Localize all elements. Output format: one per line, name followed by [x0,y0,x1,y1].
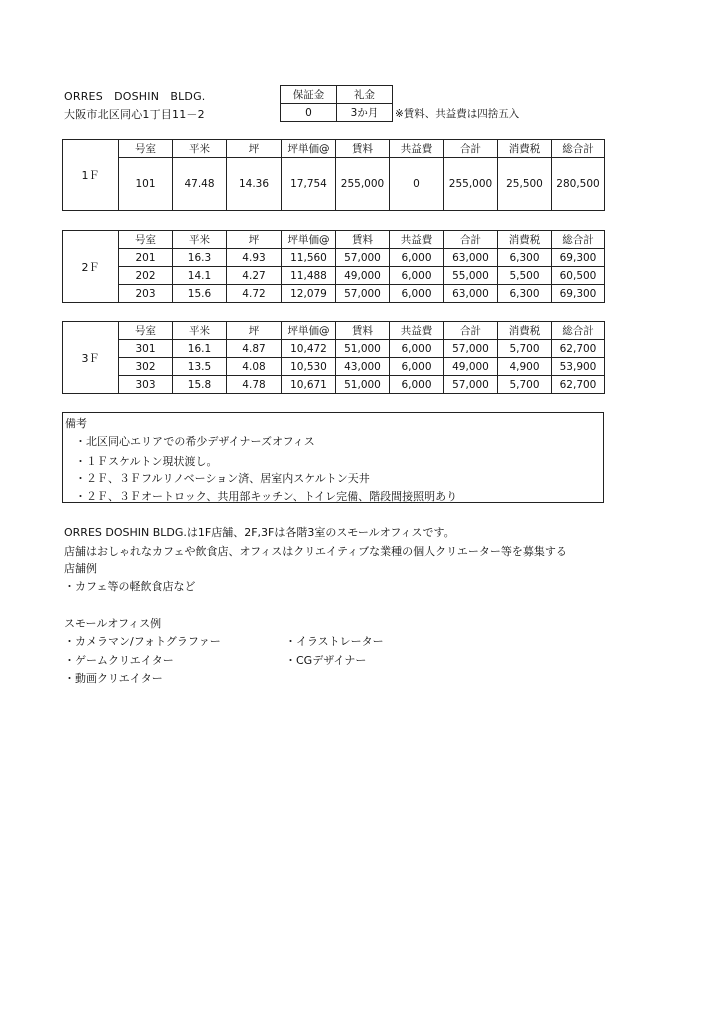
notes-title: 備考 [65,417,87,430]
cell-total: 69,300 [552,285,605,303]
col-subtotal: 合計 [444,231,498,249]
cell-rent: 57,000 [336,285,390,303]
cell-rent: 49,000 [336,267,390,285]
cell-subtotal: 57,000 [444,340,498,358]
cell-sqm: 16.1 [173,340,227,358]
col-sqm: 平米 [173,322,227,340]
col-sqm: 平米 [173,140,227,158]
cell-common-fee: 6,000 [390,358,444,376]
deposit-header: 保証金 [281,86,337,104]
description-line-1: ORRES DOSHIN BLDG.は1F店舗、2F,3Fは各階3室のスモールオフィスです。 [64,526,455,539]
description-line-2: 店舗はおしゃれなカフェや飲食店、オフィスはクリエイティブな業種の個人クリエーター等を募集する [64,545,567,558]
cell-unit-price: 10,472 [282,340,336,358]
col-tax: 消費税 [498,231,552,249]
cell-tax: 6,300 [498,249,552,267]
cell-tax: 6,300 [498,285,552,303]
cell-unit-price: 17,754 [282,158,336,211]
cell-tsubo: 4.27 [227,267,282,285]
cell-tax: 5,700 [498,340,552,358]
cell-room: 302 [119,358,173,376]
cell-room: 301 [119,340,173,358]
note-item: ・北区同心エリアでの希少デザイナーズオフィス [75,435,315,448]
col-common-fee: 共益費 [390,140,444,158]
cell-tax: 5,700 [498,376,552,394]
header-row [63,140,605,158]
col-subtotal: 合計 [444,140,498,158]
building-name: ORRES DOSHIN BLDG. [64,90,206,103]
cell-common-fee: 6,000 [390,376,444,394]
col-rent: 賃料 [336,231,390,249]
cell-rent: 255,000 [336,158,390,211]
floor-label: 2Ｆ [63,231,119,303]
shop-example-item: ・カフェ等の軽飲食店など [64,580,196,593]
cell-tsubo: 4.08 [227,358,282,376]
cell-tsubo: 4.72 [227,285,282,303]
office-example-item: ・CGデザイナー [285,654,367,667]
cell-room: 202 [119,267,173,285]
col-tsubo: 坪 [227,140,282,158]
notes-box [62,412,604,503]
cell-room: 203 [119,285,173,303]
cell-subtotal: 57,000 [444,376,498,394]
floor-1-table [62,139,605,211]
cell-tax: 5,500 [498,267,552,285]
shop-examples-title: 店舗例 [64,562,97,575]
col-total: 総合計 [552,322,605,340]
cell-room: 101 [119,158,173,211]
floor-label: 3Ｆ [63,322,119,394]
cell-room: 303 [119,376,173,394]
office-example-item: ・イラストレーター [285,635,384,648]
cell-sqm: 47.48 [173,158,227,211]
cell-tsubo: 4.78 [227,376,282,394]
office-examples-title: スモールオフィス例 [64,617,162,630]
header-row [63,322,605,340]
cell-sqm: 16.3 [173,249,227,267]
cell-common-fee: 6,000 [390,267,444,285]
note-item: ・２Ｆ、３Ｆフルリノベーション済、居室内スケルトン天井 [75,472,370,485]
col-tsubo: 坪 [227,322,282,340]
cell-unit-price: 12,079 [282,285,336,303]
cell-total: 62,700 [552,340,605,358]
col-unit-price: 坪単価@ [282,322,336,340]
table-row [63,340,605,358]
col-tax: 消費税 [498,140,552,158]
table-row [63,285,605,303]
table-row [63,158,605,211]
cell-common-fee: 0 [390,158,444,211]
cell-subtotal: 55,000 [444,267,498,285]
col-room: 号室 [119,322,173,340]
col-total: 総合計 [552,140,605,158]
col-subtotal: 合計 [444,322,498,340]
table-row [63,267,605,285]
cell-tsubo: 4.93 [227,249,282,267]
cell-total: 280,500 [552,158,605,211]
col-room: 号室 [119,231,173,249]
cell-sqm: 13.5 [173,358,227,376]
cell-sqm: 15.6 [173,285,227,303]
col-unit-price: 坪単価@ [282,140,336,158]
deposit-value: 0 [281,104,337,122]
cell-tsubo: 14.36 [227,158,282,211]
cell-common-fee: 6,000 [390,340,444,358]
col-rent: 賃料 [336,322,390,340]
key-money-header: 礼金 [337,86,393,104]
deposit-value-row [281,104,393,122]
building-address: 大阪市北区同心1丁目11－2 [64,108,205,121]
cell-total: 69,300 [552,249,605,267]
office-example-item: ・ゲームクリエイター [64,654,174,667]
cell-unit-price: 10,671 [282,376,336,394]
col-common-fee: 共益費 [390,231,444,249]
cell-room: 201 [119,249,173,267]
cell-subtotal: 49,000 [444,358,498,376]
floor-2-table [62,230,605,303]
cell-tax: 4,900 [498,358,552,376]
cell-subtotal: 63,000 [444,285,498,303]
cell-unit-price: 11,560 [282,249,336,267]
note-item: ・２Ｆ、３Ｆオートロック、共用部キッチン、トイレ完備、階段間接照明あり [75,490,458,503]
col-common-fee: 共益費 [390,322,444,340]
table-row [63,376,605,394]
cell-rent: 51,000 [336,376,390,394]
cell-rent: 43,000 [336,358,390,376]
floor-3-table [62,321,605,394]
cell-common-fee: 6,000 [390,285,444,303]
cell-unit-price: 11,488 [282,267,336,285]
office-example-item: ・動画クリエイター [64,672,163,685]
cell-subtotal: 255,000 [444,158,498,211]
deposit-header-row [281,86,393,104]
floor-label: 1Ｆ [63,140,119,211]
cell-sqm: 15.8 [173,376,227,394]
col-room: 号室 [119,140,173,158]
header-row [63,231,605,249]
table-row [63,358,605,376]
col-tax: 消費税 [498,322,552,340]
table-row [63,249,605,267]
col-rent: 賃料 [336,140,390,158]
col-sqm: 平米 [173,231,227,249]
office-example-item: ・カメラマン/フォトグラファー [64,635,221,648]
col-tsubo: 坪 [227,231,282,249]
rounding-note: ※賃料、共益費は四捨五入 [395,108,520,120]
col-unit-price: 坪単価@ [282,231,336,249]
cell-common-fee: 6,000 [390,249,444,267]
note-item: ・１Ｆスケルトン現状渡し。 [75,455,218,468]
cell-total: 60,500 [552,267,605,285]
cell-sqm: 14.1 [173,267,227,285]
cell-rent: 51,000 [336,340,390,358]
cell-tax: 25,500 [498,158,552,211]
cell-total: 62,700 [552,376,605,394]
cell-unit-price: 10,530 [282,358,336,376]
cell-total: 53,900 [552,358,605,376]
key-money-value: 3か月 [337,104,393,122]
cell-subtotal: 63,000 [444,249,498,267]
cell-tsubo: 4.87 [227,340,282,358]
deposit-table [280,85,393,122]
col-total: 総合計 [552,231,605,249]
cell-rent: 57,000 [336,249,390,267]
